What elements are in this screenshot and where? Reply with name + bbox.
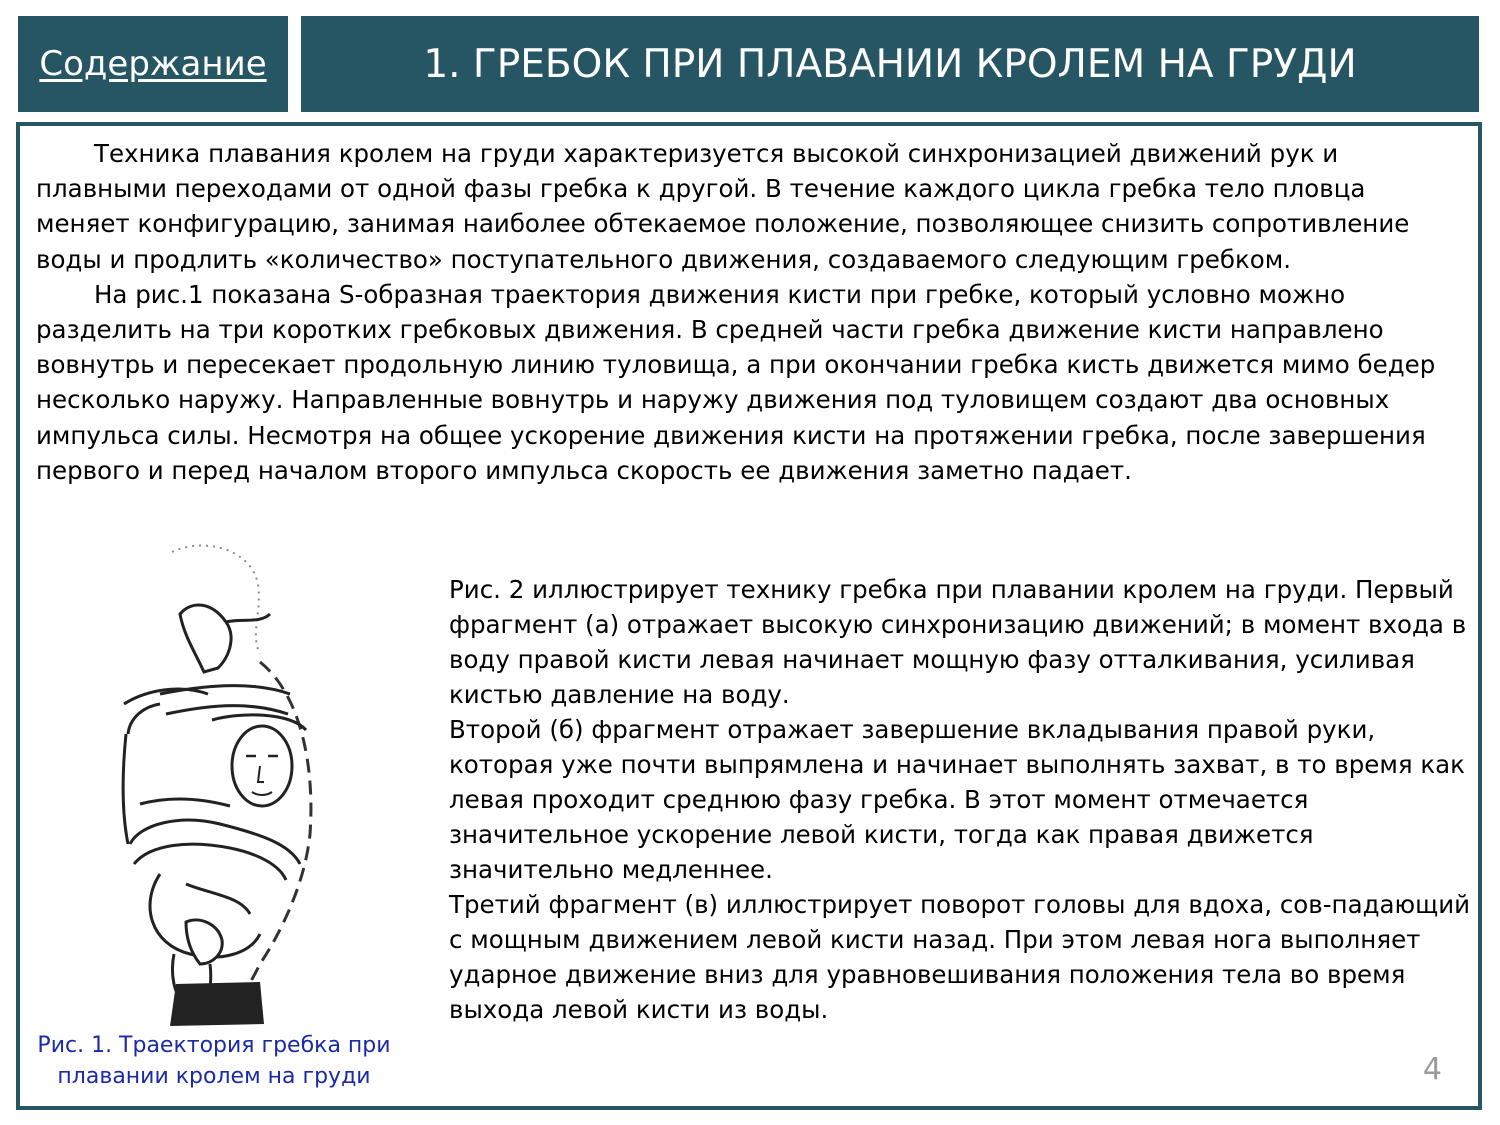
- figure-caption: Рис. 1. Траектория гребка при плавании кролем на груди: [37, 1033, 391, 1089]
- swimmer-stroke-illustration: [100, 544, 340, 1026]
- title-bar: [301, 16, 1479, 112]
- description-paragraph: Рис. 2 иллюстрирует технику гребка при плавании кролем на груди. Первый фрагмент (а) отражает высокую синхронизацию движений; в момент входа в воду правой кисти левая начинает мощную фазу отталкивания, усиливая кистью давление на воду.: [449, 575, 1467, 709]
- figure-description: [449, 572, 1471, 1027]
- paragraph-1: Техника плавания кролем на груди характеризуется высокой синхронизацией движений рук и плавными переходами от одной фазы гребка к другой. В течение каждого цикла гребка тело пловца меняет конфигурацию, занимая наиболее обтекаемое положение, позволяющее снизить сопротивление воды и продлить «количество» поступательного движения, создаваемого следующим гребком.: [36, 139, 1410, 274]
- paragraph-2: На рис.1 показана S-образная траектория движения кисти при гребке, который условно можно разделить на три коротких гребковых движения. В средней части гребка движение кисти направлено вовнутрь и пересекает продольную линию туловища, а при окончании гребка кисть движется мимо бедер несколько наружу. Направленные вовнутрь и наружу движения под туловищем создают два основных импульса силы. Несмотря на общее ускорение движения кисти на протяжении гребка, после завершения первого и перед началом второго импульса скорость ее движения заметно падает.: [36, 279, 1436, 485]
- content-frame: [16, 122, 1482, 1110]
- slide-title: 1. ГРЕБОК ПРИ ПЛАВАНИИ КРОЛЕМ НА ГРУДИ: [423, 41, 1357, 87]
- intro-text: [36, 136, 1466, 488]
- description-paragraph: Третий фрагмент (в) иллюстрирует поворот головы для вдоха, сов-падающий с мощным движением левой кисти назад. При этом левая нога выполняет ударное движение вниз для уравновешивания положения тела во время выхода левой кисти из воды.: [449, 890, 1471, 1024]
- page-number: 4: [1422, 1052, 1442, 1087]
- description-paragraph: Второй (б) фрагмент отражает завершение вкладывания правой руки, которая уже почти выпрямлена и начинает выполнять захват, в то время как левая проходит среднюю фазу гребка. В этот момент отмечается значительное ускорение левой кисти, тогда как правая движется значительно медленнее.: [449, 715, 1465, 884]
- swimmer-stroke-drawing: [100, 544, 340, 1026]
- contents-link[interactable]: Содержание: [39, 44, 267, 84]
- contents-nav: [18, 16, 288, 112]
